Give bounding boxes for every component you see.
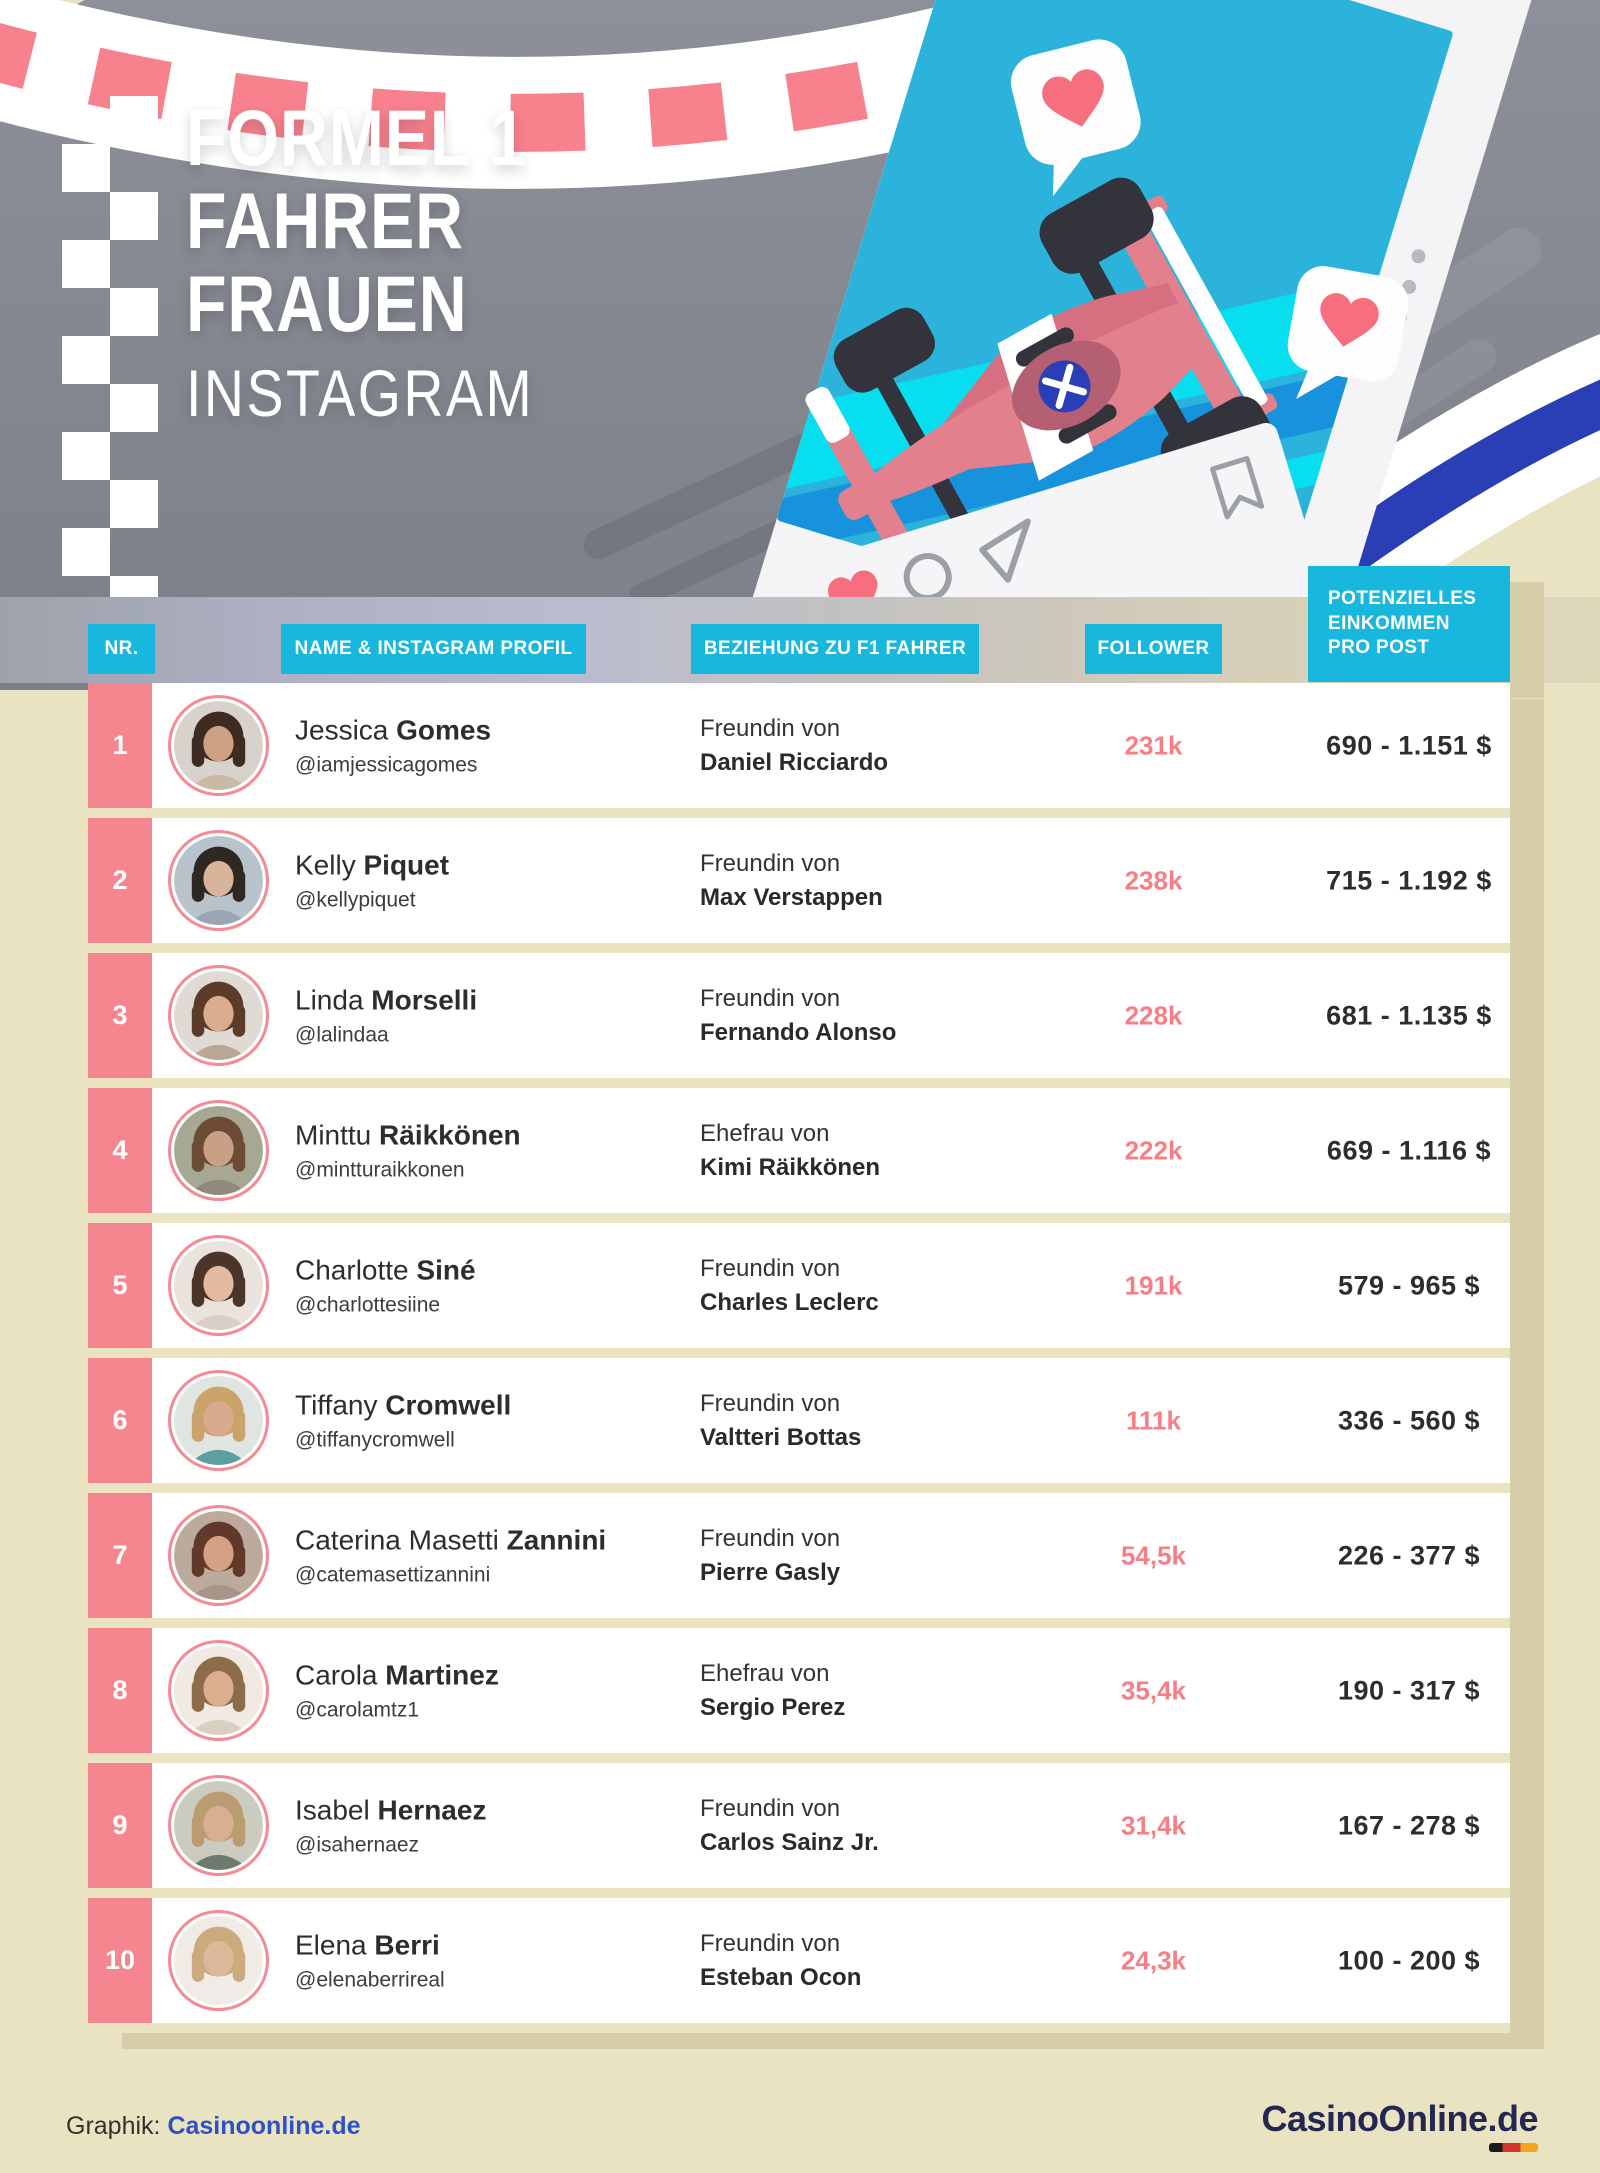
instagram-handle: @mintturaikkonen [295, 1158, 465, 1181]
follower-count: 228k [1124, 1000, 1183, 1030]
relation-cell: Freundin von Valtteri Bottas [700, 1389, 862, 1451]
person-name: Minttu Räikkönen [295, 1119, 521, 1150]
follower-count: 222k [1124, 1135, 1183, 1165]
table-row [88, 953, 1510, 1078]
name-cell [295, 714, 491, 777]
relation-cell: Freundin von Max Verstappen [700, 849, 883, 911]
follower-count: 111k [1126, 1405, 1181, 1435]
relation-cell: Freundin von Esteban Ocon [700, 1929, 862, 1991]
title-subtitle: INSTAGRAM [186, 356, 535, 430]
follower-count: 54,5k [1120, 1540, 1187, 1570]
title-line: FORMEL 1 [186, 93, 528, 182]
income-range: 579 - 965 $ [1337, 1270, 1481, 1300]
avatar [168, 1370, 269, 1471]
follower-count: 231k [1124, 730, 1183, 760]
income-range: 190 - 317 $ [1337, 1675, 1481, 1705]
instagram-handle: @carolamtz1 [295, 1698, 420, 1721]
credit-link[interactable]: Casinoonline.de [167, 2112, 361, 2140]
rank-badge: 10 [88, 1898, 152, 2023]
table-row [88, 1223, 1510, 1348]
person-name: Elena Berri [295, 1929, 440, 1960]
name-cell [295, 1389, 511, 1452]
column-header-follower: FOLLOWER [1085, 624, 1222, 674]
follower-count: 24,3k [1120, 1945, 1187, 1975]
casinoonline-logo[interactable]: CasinoOnline.de [1261, 2098, 1538, 2140]
column-header-income: POTENZIELLES EINKOMMEN PRO POST [1308, 566, 1510, 682]
table-row [88, 683, 1510, 808]
person-name: Linda Morselli [295, 984, 478, 1015]
column-header-relation: BEZIEHUNG ZU F1 FAHRER [691, 624, 979, 674]
relation-cell: Ehefrau von Sergio Perez [700, 1659, 846, 1721]
graphic-credit [66, 2112, 361, 2141]
person-name: Isabel Hernaez [295, 1794, 487, 1825]
table-row [88, 1763, 1510, 1888]
name-cell [295, 984, 477, 1047]
column-header-nr: NR. [88, 624, 155, 674]
follower-count: 191k [1124, 1270, 1183, 1300]
instagram-handle: @lalindaa [295, 1023, 389, 1046]
avatar [168, 830, 269, 931]
table-row [88, 1088, 1510, 1213]
rank-badge: 6 [88, 1358, 152, 1483]
avatar [168, 965, 269, 1066]
relation-cell: Freundin von Pierre Gasly [700, 1524, 841, 1586]
person-name: Kelly Piquet [295, 849, 450, 880]
rank-badge: 3 [88, 953, 152, 1078]
relation-cell: Freundin von Fernando Alonso [700, 984, 897, 1046]
rank-badge: 4 [88, 1088, 152, 1213]
credit-label: Graphik: [66, 2112, 161, 2140]
follower-count: 35,4k [1120, 1675, 1187, 1705]
name-cell [295, 1254, 476, 1317]
rank-badge: 8 [88, 1628, 152, 1753]
relation-cell: Freundin von Charles Leclerc [700, 1254, 879, 1316]
person-name: Carola Martinez [295, 1659, 499, 1690]
instagram-handle: @isahernaez [295, 1833, 420, 1856]
rank-badge: 9 [88, 1763, 152, 1888]
avatar [168, 1235, 269, 1336]
income-range: 669 - 1.116 $ [1326, 1135, 1492, 1165]
avatar [168, 1505, 269, 1606]
person-name: Charlotte Siné [295, 1254, 476, 1285]
instagram-handle: @charlottesiine [295, 1293, 441, 1316]
relation-cell: Ehefrau von Kimi Räikkönen [700, 1119, 881, 1181]
follower-count: 238k [1124, 865, 1183, 895]
instagram-handle: @kellypiquet [295, 888, 416, 911]
table-row [88, 818, 1510, 943]
name-cell [295, 1659, 499, 1722]
income-range: 681 - 1.135 $ [1326, 1000, 1492, 1030]
income-range: 226 - 377 $ [1337, 1540, 1481, 1570]
german-flag-icon [1489, 2143, 1538, 2152]
avatar [168, 1640, 269, 1741]
instagram-handle: @tiffanycromwell [295, 1428, 455, 1451]
instagram-handle: @iamjessicagomes [295, 753, 478, 776]
avatar [168, 1100, 269, 1201]
income-range: 167 - 278 $ [1337, 1810, 1481, 1840]
relation-cell: Freundin von Daniel Ricciardo [700, 714, 889, 776]
ranking-table [88, 683, 1510, 2033]
name-cell [295, 1794, 486, 1857]
title-line: FRAUEN [186, 259, 468, 348]
column-header-name: NAME & INSTAGRAM PROFIL [281, 624, 586, 674]
table-row [88, 1358, 1510, 1483]
income-range: 336 - 560 $ [1337, 1405, 1481, 1435]
instagram-handle: @catemasettizannini [295, 1563, 491, 1586]
page-title [186, 93, 535, 430]
instagram-handle: @elenaberrireal [295, 1968, 445, 1991]
name-cell [295, 1119, 521, 1182]
avatar [168, 695, 269, 796]
table-row [88, 1493, 1510, 1618]
rank-badge: 2 [88, 818, 152, 943]
table-row [88, 1898, 1510, 2023]
rank-badge: 1 [88, 683, 152, 808]
avatar [168, 1775, 269, 1876]
table-row [88, 1628, 1510, 1753]
avatar [168, 1910, 269, 2011]
income-range: 715 - 1.192 $ [1326, 865, 1492, 895]
title-line: FAHRER [186, 176, 464, 265]
follower-count: 31,4k [1120, 1810, 1187, 1840]
person-name: Tiffany Cromwell [295, 1389, 512, 1420]
name-cell [295, 849, 449, 912]
income-range: 690 - 1.151 $ [1326, 730, 1492, 760]
rank-badge: 7 [88, 1493, 152, 1618]
income-range: 100 - 200 $ [1337, 1945, 1481, 1975]
person-name: Caterina Masetti Zannini [295, 1524, 607, 1555]
name-cell [295, 1929, 445, 1992]
name-cell [295, 1524, 606, 1587]
rank-badge: 5 [88, 1223, 152, 1348]
person-name: Jessica Gomes [295, 714, 492, 745]
relation-cell: Freundin von Carlos Sainz Jr. [700, 1794, 879, 1856]
